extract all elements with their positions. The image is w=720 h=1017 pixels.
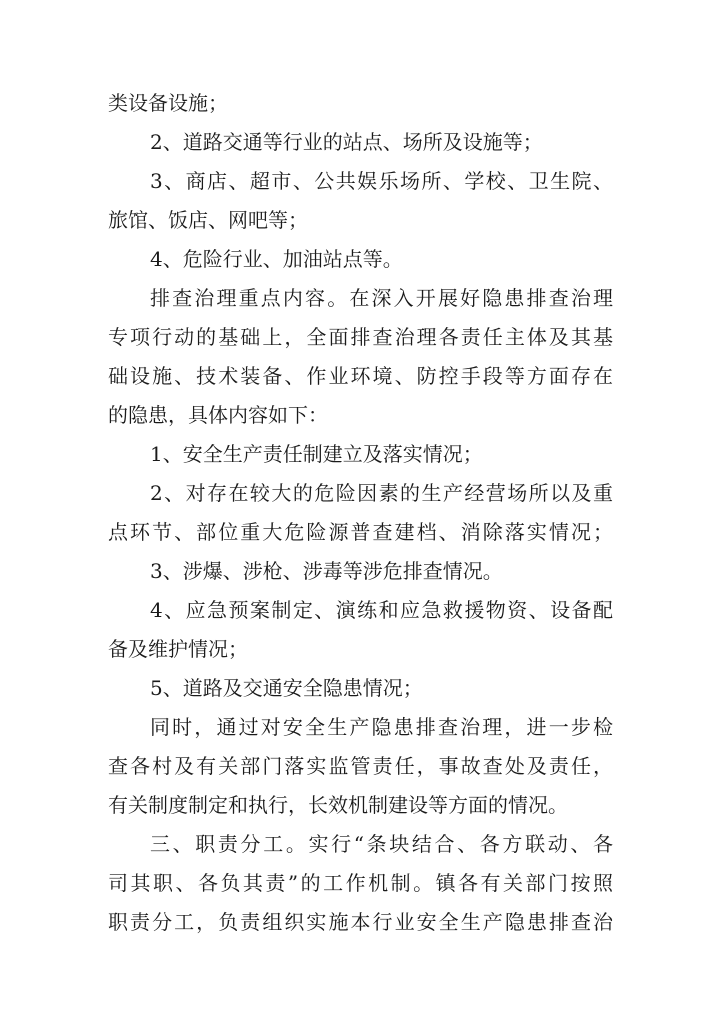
text-line: 同时，通过对安全生产隐患排查治理，进一步检 [150,715,613,739]
text-line: 查各村及有关部门落实监管责任，事故查处及责任， [108,754,613,778]
text-line: 3、商店、超市、公共娱乐场所、学校、卫生院、 [150,169,613,193]
text-line: 2、对存在较大的危险因素的生产经营场所以及重 [150,481,613,505]
text-line: 排查治理重点内容。在深入开展好隐患排查治理 [150,286,613,310]
text-line: 职责分工，负责组织实施本行业安全生产隐患排查治 [108,910,613,934]
text-line: 4、应急预案制定、演练和应急救援物资、设备配 [150,598,613,622]
text-line: 司其职、各负其责”的工作机制。镇各有关部门按照 [108,871,613,895]
text-line: 三、职责分工。实行“条块结合、各方联动、各 [150,832,613,856]
text-line: 类设备设施； [108,91,228,115]
text-line: 点环节、部位重大危险源普查建档、消除落实情况； [108,520,613,544]
document-body [108,84,613,942]
text-line: 5、道路及交通安全隐患情况； [150,676,423,700]
text-line: 有关制度制定和执行，长效机制建设等方面的情况。 [108,793,568,817]
text-line: 备及维护情况； [108,637,248,661]
text-line: 础设施、技术装备、作业环境、防控手段等方面存在 [108,364,613,388]
text-line: 旅馆、饭店、网吧等； [108,208,308,232]
text-line: 3、涉爆、涉枪、涉毒等涉危排查情况。 [150,559,503,583]
text-line: 4、危险行业、加油站点等。 [150,247,403,271]
text-line: 2、道路交通等行业的站点、场所及设施等； [150,130,543,154]
text-line: 1、安全生产责任制建立及落实情况； [150,442,483,466]
text-line: 的隐患，具体内容如下： [108,403,328,427]
text-line: 专项行动的基础上，全面排查治理各责任主体及其基 [108,325,613,349]
